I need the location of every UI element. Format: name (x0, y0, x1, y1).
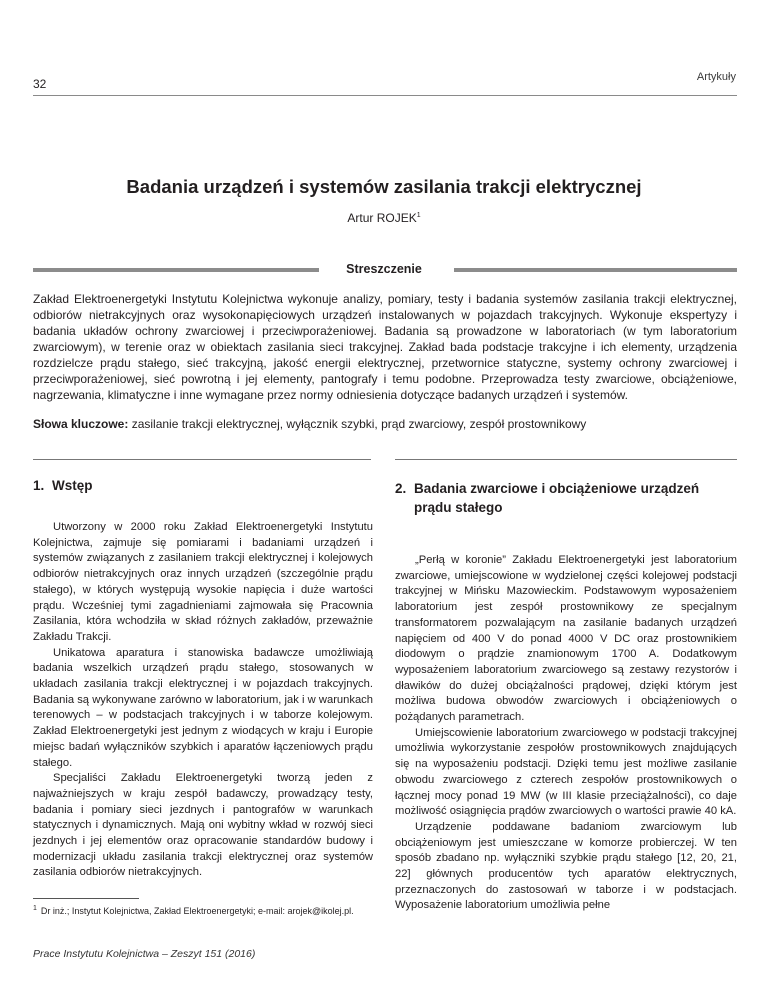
section-1-body (33, 520, 373, 881)
keywords-label: Słowa kluczowe: (33, 417, 129, 431)
section-1-title: Wstęp (52, 478, 93, 493)
section-1-paragraph: Utworzony w 2000 roku Zakład Elektroenergetyki Instytutu Kolejnictwa, zajmuje się pomiarami i badaniami urządzeń i systemów związanych z zasilaniem trakcji elektrycznej i kolejowych odbiorów nietrakcyjnych oraz innych urządzeń (szczególnie prądu stałego), w których występują wysokie napięcia i duże wartości prądu. Wcześniej tymi zagadnieniami zajmowała się Pracownia Zasilania, która wchodziła w skład różnych zakładów, przeważnie Zakładu Trakcji. (33, 521, 373, 643)
author-line (0, 211, 768, 225)
footnote (33, 905, 354, 916)
author-footnote-mark: 1 (416, 212, 421, 219)
keywords-list: zasilanie trakcji elektrycznej, wyłącznik szybki, prąd zwarciowy, zespół prostownikowy (128, 417, 587, 431)
abstract-heading: Streszczenie (346, 262, 422, 276)
footnote-text: Dr inż.; Instytut Kolejnictwa, Zakład Elektroenergetyki; e-mail: arojek@ikolej.pl. (40, 906, 354, 916)
journal-footer: Prace Instytutu Kolejnictwa – Zeszyt 151 (2016) (33, 948, 256, 960)
section-2-paragraph: Umiejscowienie laboratorium zwarciowego w podstacji trakcyjnej umożliwia wykorzystanie zespołów prostownikowych znajdujących się na wyposażeniu podstacji. Dzięki temu jest możliwe zasilanie obwodu zwarciowego z czterech zespołów prostownikowych o łącznej mocy ponad 19 MW (w III klasie przeciążalności), co daje możliwość osiągnięcia prądów zwarciowych o wartości prawie 40 kA. (395, 726, 737, 818)
section-label: Artykuły (696, 71, 736, 83)
header-divider (33, 95, 737, 96)
section-1-paragraph: Unikatowa aparatura i stanowiska badawcze umożliwiają badania wszelkich urządzeń prądu stałego, stosowanych w układach zasilania trakcji elektrycznej i w pojazdach trakcyjnych. Badania są wykonywane zarówno w laboratorium, jak i w warunkach terenowych – w podstacjach trakcyjnych i w taborze kolejowym. Zakład Elektroenergetyki jest jednym z wiodących w kraju i Europie miejsc badań wyłączników szybkich i aparatów łączeniowych prądu stałego. (33, 646, 373, 769)
page-number: 32 (33, 77, 47, 91)
keywords (33, 417, 737, 431)
column-rule-left (33, 459, 371, 460)
section-1-number: 1. (33, 478, 45, 493)
author-name: Artur ROJEK (347, 211, 417, 225)
footnote-mark: 1 (33, 905, 37, 912)
section-2-number: 2. (395, 481, 407, 496)
footnote-divider (33, 898, 139, 899)
section-1-heading (33, 476, 93, 495)
section-2-paragraph: „Perłą w koronie” Zakładu Elektroenergetyki jest laboratorium zwarciowe, umiejscowione w wydzielonej części kolejowej podstacji trakcyjnej w Mińsku Mazowieckim. Podstawowym wyposażeniem laboratorium jest zespół prostownikowy ze specjalnym transformatorem pozwalającym na zasilanie badanych urządzeń napięciem od 400 V do ponad 4000 V DC oraz prostownikiem diodowym o prądzie znamionowym 1700 A. Dodatkowym wyposażeniem laboratorium zwarciowego są zestawy rezystorów i dławików do dużej obciążalności prądowej, dzięki którym jest możliwa budowa obwodów zwarciowych i obciążeniowych o pożądanych parametrach. (395, 554, 737, 724)
abstract-text: Zakład Elektroenergetyki Instytutu Kolejnictwa wykonuje analizy, pomiary, testy i badania systemów zasilania trakcji elektrycznej, odbiorów nietrakcyjnych oraz wysokonapięciowych urządzeń instalowanych w pojazdach trakcyjnych. Wykonuje ekspertyzy i badania układów ochrony zwarciowej i przeciwporażeniowej. Badania są prowadzone w laboratoriach (w tym laboratorium zwarciowym), w terenie oraz w obiektach zasilania sieci trakcyjnej. Zakład bada podstacje trakcyjne i ich elementy, urządzenia rozdzielcze prądu stałego, sieć trakcyjną, jakość energii elektrycznej, przetwornice statyczne, systemy ochrony zwarciowej i przeciwporażeniowej, sieć powrotną i jej elementy, pantografy i temu podobne. Przeprowadza testy zwarciowe, obciążeniowe, nagrzewania, klimatyczne i inne wymagane przez normy odniesienia dotyczące badanych urządzeń i systemów. (33, 292, 737, 402)
column-rule-right (395, 459, 737, 460)
section-1-paragraph: Specjaliści Zakładu Elektroenergetyki tworzą jeden z najważniejszych w kraju zespół badawczy, prowadzący testy, badania i pomiary sieci jezdnych i pantografów w warunkach statycznych i dynamicznych. Mają oni wybitny wkład w rozwój sieci jezdnych i jej elementów oraz opracowanie standardów budowy i modernizacji układu zasilania trakcji elektrycznej oraz systemów zasilania odbiorów nietrakcyjnych. (33, 772, 373, 879)
section-2-title: Badania zwarciowe i obciążeniowe urządzeń prądu stałego (414, 481, 700, 515)
article-title: Badania urządzeń i systemów zasilania trakcji elektrycznej (126, 176, 642, 197)
section-2-paragraph: Urządzenie poddawane badaniom zwarciowym lub obciążeniowym jest umieszczane w komorze probierczej. W ten sposób zbadano np. wyłączniki szybkie prądu stałego [12, 20, 21, 22] głównych producentów tych aparatów elektrycznych, przeznaczonych do zastosowań w taborze i w podstacjach. Wyposażenie laboratorium umożliwia pełne (395, 820, 737, 912)
section-2-body (395, 553, 737, 914)
section-2-heading (395, 479, 715, 517)
abstract-rule-right (454, 268, 737, 272)
